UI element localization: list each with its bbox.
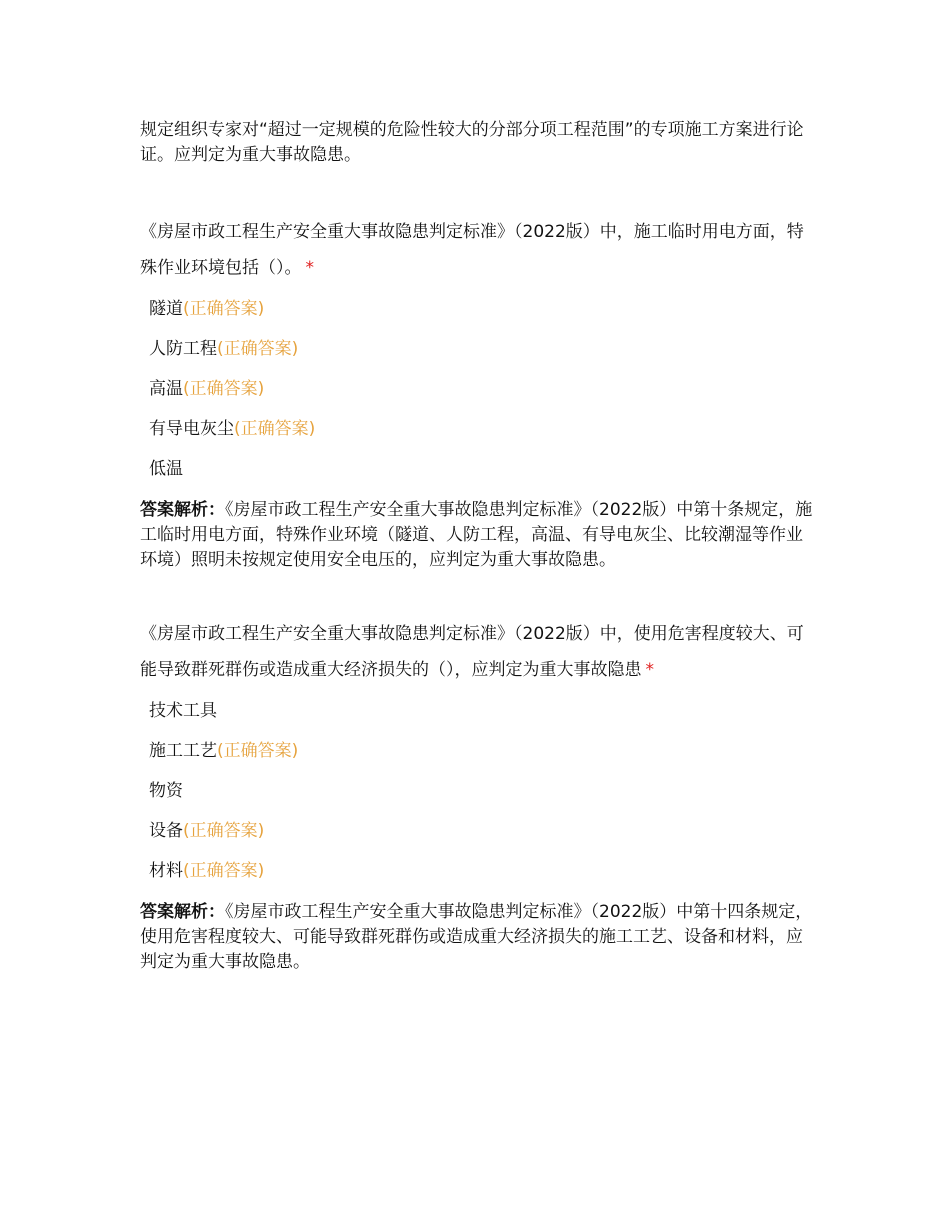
correct-answer-tag: (正确答案)	[217, 741, 299, 761]
option-item[interactable]	[149, 738, 815, 778]
analysis-text: 《房屋市政工程生产安全重大事故隐患判定标准》（2022版）中第十四条规定，使用危害程度较大、可能导致群死群伤或造成重大经济损失的施工工艺、设备和材料，应判定为重大事故隐患。	[140, 902, 813, 972]
option-label: 材料	[149, 861, 183, 881]
correct-answer-tag: (正确答案)	[217, 339, 299, 359]
required-mark: *	[645, 660, 654, 680]
analysis-label: 答案解析：	[140, 902, 225, 922]
question-text	[140, 214, 815, 286]
option-item[interactable]	[149, 456, 815, 496]
document-page	[140, 118, 815, 975]
required-mark: *	[305, 258, 314, 278]
option-label: 低温	[149, 459, 183, 479]
answer-analysis	[140, 900, 815, 975]
options-list	[149, 296, 815, 496]
answer-analysis	[140, 498, 815, 573]
option-label: 施工工艺	[149, 741, 217, 761]
question-block-2	[140, 616, 815, 975]
option-label: 物资	[149, 781, 183, 801]
option-item[interactable]	[149, 296, 815, 336]
analysis-label: 答案解析：	[140, 500, 225, 520]
option-label: 高温	[149, 379, 183, 399]
option-label: 隧道	[149, 299, 183, 319]
options-list	[149, 698, 815, 898]
correct-answer-tag: (正确答案)	[183, 821, 265, 841]
option-item[interactable]	[149, 818, 815, 858]
option-label: 有导电灰尘	[149, 419, 234, 439]
option-label: 人防工程	[149, 339, 217, 359]
option-item[interactable]	[149, 416, 815, 456]
option-item[interactable]	[149, 778, 815, 818]
question-text	[140, 616, 815, 688]
correct-answer-tag: (正确答案)	[234, 419, 316, 439]
correct-answer-tag: (正确答案)	[183, 379, 265, 399]
correct-answer-tag: (正确答案)	[183, 861, 265, 881]
option-label: 技术工具	[149, 701, 217, 721]
question-block-1	[140, 214, 815, 573]
correct-answer-tag: (正确答案)	[183, 299, 265, 319]
intro-paragraph: 规定组织专家对“超过一定规模的危险性较大的分部分项工程范围”的专项施工方案进行论证。应判定为重大事故隐患。	[140, 120, 804, 165]
option-item[interactable]	[149, 858, 815, 898]
question-stem: 《房屋市政工程生产安全重大事故隐患判定标准》（2022版）中，使用危害程度较大、可能导致群死群伤或造成重大经济损失的（），应判定为重大事故隐患	[140, 624, 804, 680]
option-item[interactable]	[149, 336, 815, 376]
option-item[interactable]	[149, 376, 815, 416]
option-label: 设备	[149, 821, 183, 841]
option-item[interactable]	[149, 698, 815, 738]
analysis-text: 《房屋市政工程生产安全重大事故隐患判定标准》（2022版）中第十条规定，施工临时用电方面，特殊作业环境（隧道、人防工程，高温、有导电灰尘、比较潮湿等作业环境）照明未按规定使用安全电压的，应判定为重大事故隐患。	[140, 500, 813, 570]
spacer	[140, 573, 815, 616]
question-stem: 《房屋市政工程生产安全重大事故隐患判定标准》（2022版）中，施工临时用电方面，特殊作业环境包括（）。	[140, 222, 804, 278]
